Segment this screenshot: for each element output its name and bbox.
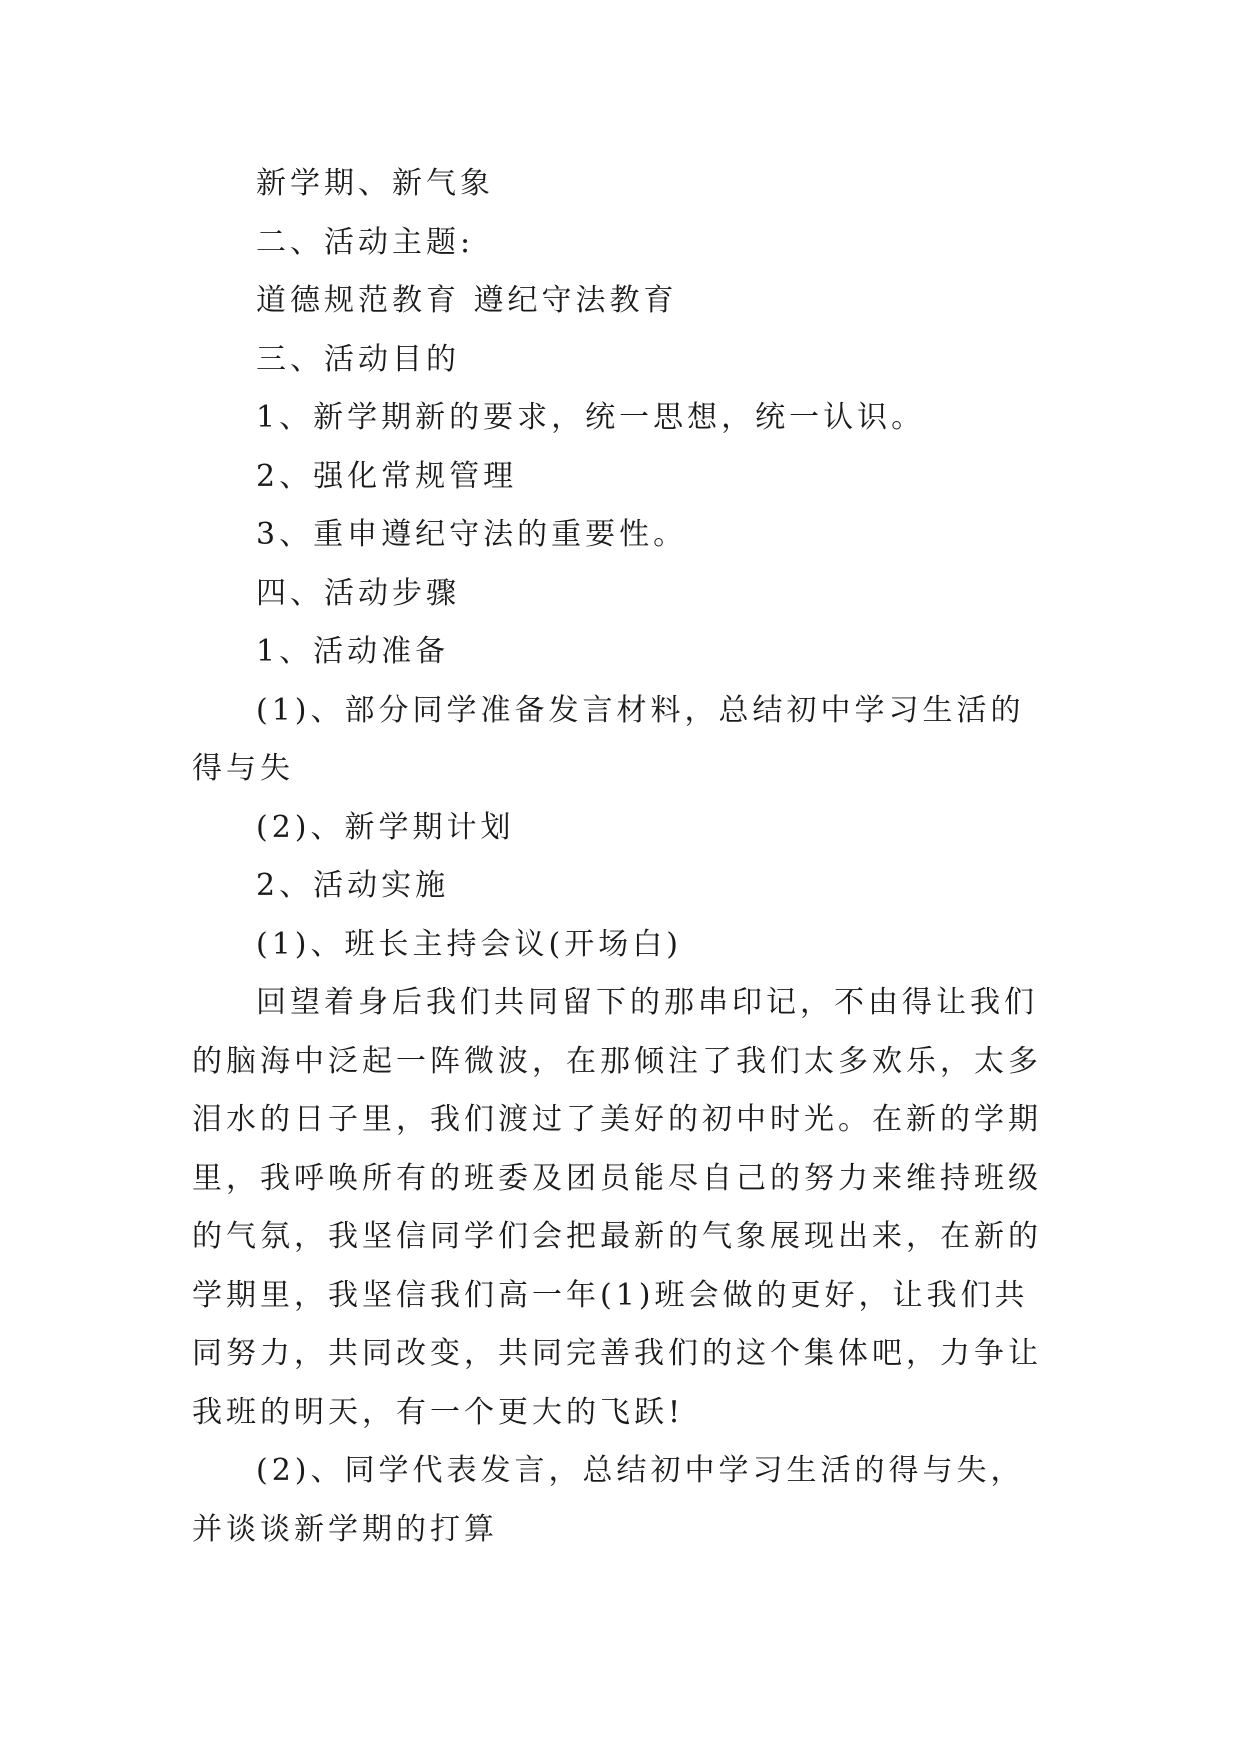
subheading-implementation: 2、活动实施: [256, 868, 450, 903]
document-body: [192, 155, 1052, 1559]
heading-activity-theme: 二、活动主题:: [256, 224, 475, 260]
list-item-preparation-2: (2)、新学期计划: [256, 809, 515, 845]
list-item-purpose-1: 1、新学期新的要求，统一思想，统一认识。: [256, 400, 926, 435]
paragraph-opening-speech: 回望着身后我们共同留下的那串印记，不由得让我们的脑海中泛起一阵微波，在那倾注了我们太多欢乐，太多泪水的日子里，我们渡过了美好的初中时光。在新的学期里，我呼唤所有的班委及团员能尽自己的努力来维持班级的气氛，我坚信同学们会把最新的气象展现出来，在新的学期里，我坚信我们高一年(1)班会做的更好，让我们共同努力，共同改变，共同完善我们的这个集体吧，力争让我班的明天，有一个更大的飞跃!: [192, 985, 1042, 1430]
list-item-implementation-1: (1)、班长主持会议(开场白): [256, 926, 682, 962]
list-item-implementation-2: (2)、同学代表发言，总结初中学习生活的得与失，并谈谈新学期的打算: [192, 1453, 1025, 1547]
paragraph-theme-content: 道德规范教育 遵纪守法教育: [256, 283, 678, 318]
list-item-preparation-1: (1)、部分同学准备发言材料，总结初中学习生活的得与失: [192, 692, 1025, 786]
list-item-purpose-3: 3、重申遵纪守法的重要性。: [256, 517, 688, 552]
subheading-preparation: 1、活动准备: [256, 634, 450, 669]
heading-activity-purpose: 三、活动目的: [256, 341, 460, 377]
list-item-purpose-2: 2、强化常规管理: [256, 458, 518, 494]
paragraph-slogan: 新学期、新气象: [256, 166, 494, 201]
heading-activity-steps: 四、活动步骤: [256, 575, 460, 611]
